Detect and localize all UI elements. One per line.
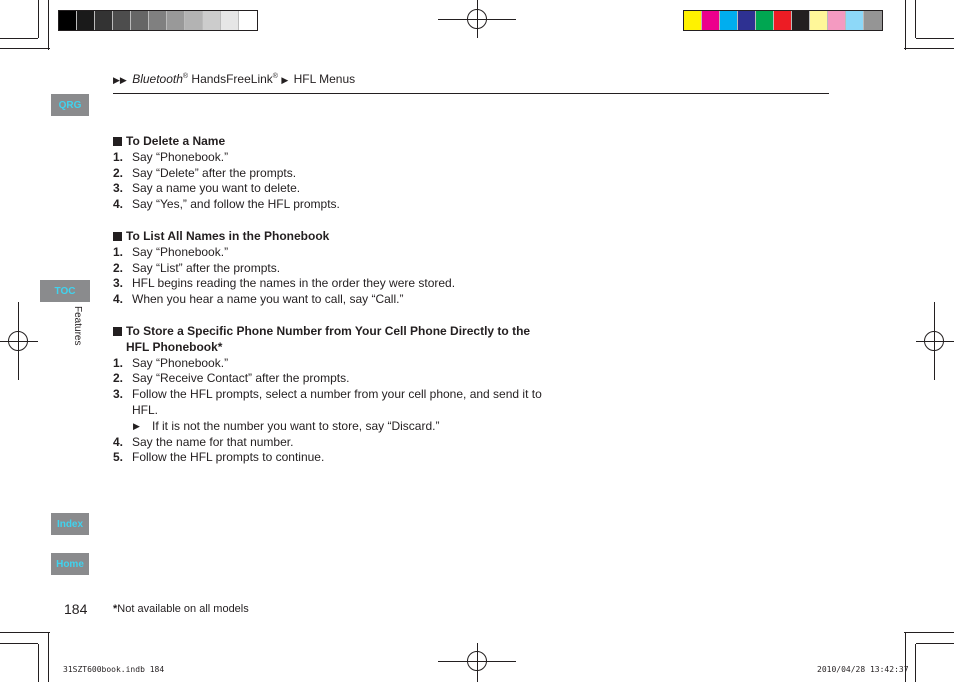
print-slug-date: 2010/04/28 13:42:37 [817, 665, 909, 674]
color-swatch [131, 11, 149, 30]
color-swatch [684, 11, 702, 30]
step-item [113, 181, 553, 197]
home-tab[interactable]: Home [51, 553, 89, 575]
step-number: 4. [113, 434, 124, 449]
step-number: 3. [113, 181, 124, 196]
qrg-tab[interactable]: QRG [51, 94, 89, 116]
bullet-square-icon [113, 327, 122, 336]
footnote-star: * [113, 603, 118, 615]
procedure-section [113, 229, 553, 308]
color-swatch [239, 11, 257, 30]
breadcrumb-item-bluetooth[interactable]: Bluetooth [132, 72, 183, 86]
step-item [113, 276, 553, 292]
color-swatch [77, 11, 95, 30]
breadcrumb [113, 72, 355, 86]
step-item [113, 292, 553, 308]
availability-star[interactable]: * [217, 339, 223, 354]
step-item [113, 450, 553, 466]
section-heading [113, 324, 553, 356]
step-number: 2. [113, 371, 124, 386]
note-text: If it is not the number you want to store, say “Discard.” [152, 418, 440, 433]
step-number: 5. [113, 450, 124, 465]
color-swatch [774, 11, 792, 30]
registered-mark: ® [182, 73, 189, 80]
step-text: Follow the HFL prompts to continue. [132, 450, 325, 465]
header-divider [113, 93, 829, 94]
step-text: Follow the HFL prompts, select a number from your cell phone, and send it to HFL. [132, 387, 542, 417]
color-swatch [738, 11, 756, 30]
section-label-features: Features [72, 306, 83, 346]
color-swatch [864, 11, 882, 30]
color-swatch [149, 11, 167, 30]
note-arrow-icon: ▶ [133, 420, 140, 431]
step-item [113, 261, 553, 277]
color-swatch [113, 11, 131, 30]
step-number: 3. [113, 276, 124, 291]
step-item [113, 245, 553, 261]
step-number: 3. [113, 387, 124, 402]
section-heading-text: To Delete a Name [126, 134, 226, 148]
toc-tab[interactable]: TOC [40, 280, 90, 302]
step-note [113, 419, 553, 435]
step-item [113, 435, 553, 451]
footnote [113, 603, 249, 615]
bullet-square-icon [113, 232, 122, 241]
color-swatch [810, 11, 828, 30]
section-heading-text: To List All Names in the Phonebook [126, 228, 330, 243]
step-text: When you hear a name you want to call, say “Call.” [132, 292, 404, 307]
breadcrumb-item-handsfreelink[interactable]: HandsFreeLink [188, 72, 273, 86]
registered-mark: ® [272, 73, 278, 80]
color-swatch [720, 11, 738, 30]
step-number: 1. [113, 149, 124, 164]
step-number: 2. [113, 165, 124, 180]
step-item [113, 371, 553, 387]
step-text: Say “Delete” after the prompts. [132, 165, 297, 180]
step-number: 4. [113, 197, 124, 212]
section-heading-text: To Store a Specific Phone Number from Your Cell Phone Directly to the HFL Phonebook [126, 323, 531, 354]
color-swatch [167, 11, 185, 30]
color-swatch [95, 11, 113, 30]
step-text: Say “List” after the prompts. [132, 260, 281, 275]
step-item [113, 387, 553, 419]
color-swatch [185, 11, 203, 30]
color-swatch [221, 11, 239, 30]
breadcrumb-item-hfl-menus[interactable]: HFL Menus [293, 72, 356, 86]
process-color-bar [683, 10, 883, 31]
step-text: Say “Receive Contact” after the prompts. [132, 371, 350, 386]
step-number: 2. [113, 260, 124, 275]
step-item [113, 166, 553, 182]
color-swatch [59, 11, 77, 30]
step-item [113, 150, 553, 166]
step-text: HFL begins reading the names in the order they were stored. [132, 276, 456, 291]
procedure-section [113, 324, 553, 466]
step-number: 1. [113, 355, 124, 370]
bullet-square-icon [113, 137, 122, 146]
step-item [113, 197, 553, 213]
index-tab[interactable]: Index [51, 513, 89, 535]
color-swatch [702, 11, 720, 30]
step-item [113, 356, 553, 372]
print-slug-file: 31SZT600book.indb 184 [63, 665, 165, 674]
procedure-section [113, 134, 553, 213]
step-text: Say “Phonebook.” [132, 149, 229, 164]
color-swatch [756, 11, 774, 30]
main-content [113, 134, 553, 482]
section-heading [113, 134, 553, 150]
breadcrumb-arrow-icon: ▶▶ [113, 75, 127, 85]
color-swatch [792, 11, 810, 30]
footnote-text: Not available on all models [117, 603, 249, 615]
step-text: Say “Yes,” and follow the HFL prompts. [132, 197, 340, 212]
section-heading [113, 229, 553, 245]
step-text: Say “Phonebook.” [132, 244, 229, 259]
grayscale-color-bar [58, 10, 258, 31]
step-text: Say a name you want to delete. [132, 181, 301, 196]
color-swatch [828, 11, 846, 30]
step-number: 4. [113, 292, 124, 307]
step-text: Say the name for that number. [132, 434, 294, 449]
step-number: 1. [113, 244, 124, 259]
color-swatch [203, 11, 221, 30]
step-text: Say “Phonebook.” [132, 355, 229, 370]
color-swatch [846, 11, 864, 30]
breadcrumb-arrow-icon: ▶ [281, 75, 289, 85]
page-number: 184 [64, 601, 88, 617]
